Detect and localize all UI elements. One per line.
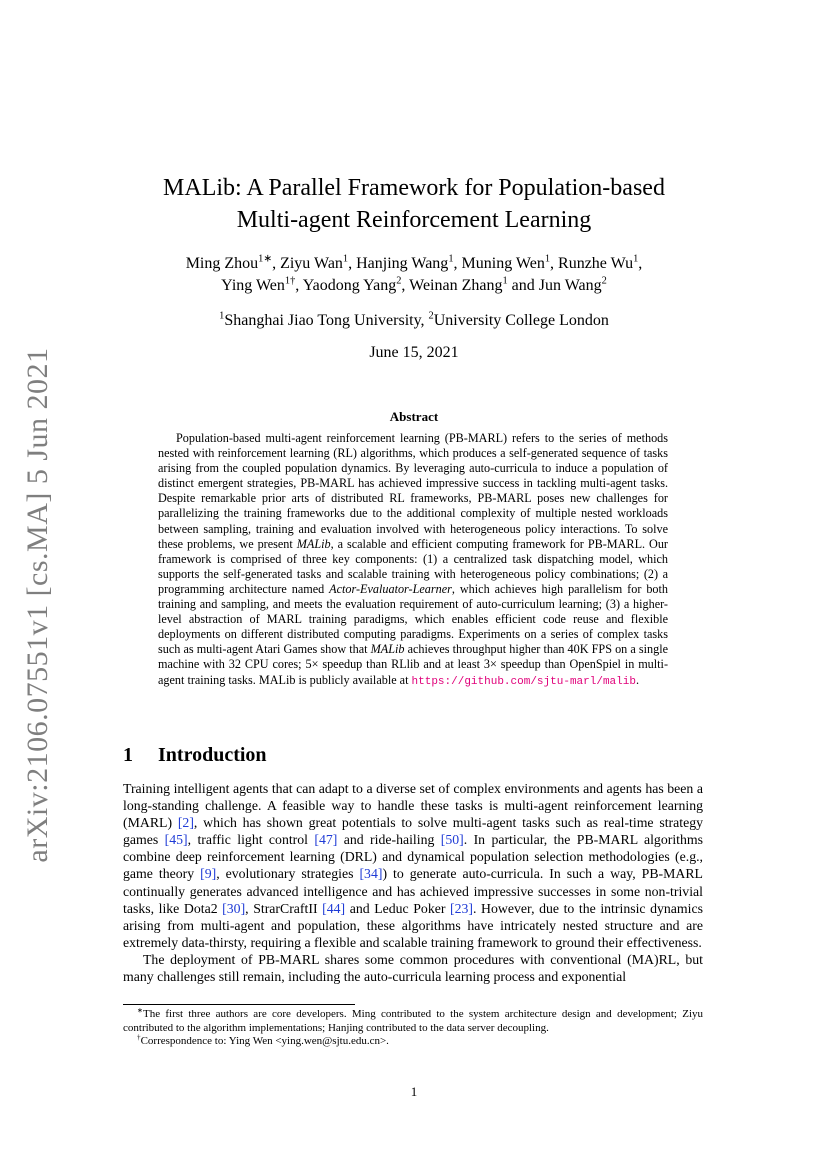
arxiv-identifier — [16, 347, 60, 863]
body-text: . In particular, the PB-MARL algorithms combine deep reinforcement learning (DRL) and dynamical population selection methodologies (e.g., game theory — [123, 832, 703, 882]
citation-link[interactable]: [9] — [200, 866, 217, 882]
abstract-text: . — [635, 672, 639, 687]
introduction-body — [123, 780, 703, 985]
paper-title — [0, 172, 828, 236]
author-sup: 2 — [601, 275, 607, 287]
abstract-body — [158, 431, 668, 690]
section-heading-introduction — [123, 744, 703, 767]
citation-link[interactable]: [23] — [450, 900, 474, 916]
author-name: Ying Wen — [221, 277, 285, 294]
page-number: 1 — [410, 1084, 418, 1099]
citation-link[interactable]: [50] — [440, 832, 464, 848]
author-name: Muning Wen — [461, 255, 545, 272]
affil-sup-1: 1 — [219, 310, 225, 322]
author-sup: 1 — [633, 253, 639, 265]
body-text: . However, due to the intrinsic dynamics arising from multi-agent and population, these algorithms have intricately nested structure and are extremely data-thirsty, requiring a flexible and scalable training framework to ground their effectiveness. — [123, 900, 703, 950]
affiliations — [0, 311, 828, 331]
author-sup: 1† — [284, 275, 296, 287]
affiliation-1: Shanghai Jiao Tong University, — [224, 312, 429, 329]
author-name: Hanjing Wang — [356, 255, 449, 272]
body-text: , which has shown great potentials to solve multi-agent tasks such as real-time strategy games — [123, 815, 704, 848]
author-list — [0, 253, 828, 297]
footnote-2 — [123, 1035, 703, 1049]
section-number: 1 — [123, 744, 133, 766]
paragraph — [123, 780, 703, 951]
footnote-mark: ∗ — [137, 1006, 143, 1015]
citation-link[interactable]: [45] — [164, 832, 188, 848]
abstract-text: achieves throughput higher than 40K FPS on a single machine with 32 CPU cores; 5× speedup than RLlib and at least 3× speedup than OpenSpiel in multi-agent training tasks. MALib is publicly available at — [158, 642, 668, 687]
author-line-1: Ming Zhou$^{1∗}$, Ziyu Wan$^1$, Hanjing Wang$^1$, Muning Wen$^1$, Runzhe Wu$^1$, — [185, 253, 643, 272]
abstract-heading: Abstract — [389, 409, 439, 424]
citation-link[interactable]: [2] — [177, 815, 194, 831]
title-line-1: MALib: A Parallel Framework for Population-based — [163, 175, 665, 201]
body-text: Training intelligent agents that can adapt to a diverse set of complex environments and agents has been a long-standing challenge. A feasible way to handle these tasks is multi-agent reinforcement learning (MARL) — [123, 781, 703, 831]
footnote-1 — [123, 1008, 703, 1035]
footnote-mark: † — [137, 1033, 141, 1042]
citation-link[interactable]: [47] — [314, 832, 338, 848]
github-link[interactable]: https://github.com/sjtu-marl/malib — [411, 675, 636, 688]
abstract-ael-name: Actor-Evaluator-Learner — [329, 581, 452, 596]
author-name: Ziyu Wan — [280, 255, 343, 272]
author-sup: 1 — [448, 253, 454, 265]
author-name: Yaodong Yang — [302, 277, 397, 294]
body-text: , StrarCraftII — [245, 900, 323, 916]
affiliation-2: University College London — [433, 312, 609, 329]
paper-date: June 15, 2021 — [369, 344, 459, 361]
paragraph: The deployment of PB-MARL shares some common procedures with conventional (MA)RL, but many challenges still remain, including the auto-curricula learning process and exponential — [123, 951, 703, 985]
footnote-text: The first three authors are core developers. Ming contributed to the system architecture design and development; Ziyu contributed to the algorithm implementations; Hanjing contributed to the data server decoupling. — [123, 1008, 703, 1034]
abstract-text: , a scalable and efficient computing framework for PB-MARL. Our framework is comprised of three key components: (1) a centralized task dispatching model, which supports the self-generated tasks and scalable training with heterogeneous policy combinations; (2) a programming architecture named — [158, 536, 668, 596]
abstract-text: Population-based multi-agent reinforcement learning (PB-MARL) refers to the series of methods nested with reinforcement learning (RL) algorithms, which produces a self-generated sequence of tasks arising from the coupled population dynamics. By leveraging auto-curricula to induce a population of distinct emergent strategies, PB-MARL has achieved impressive success in tackling multi-agent tasks. Despite remarkable prior arts of distributed RL frameworks, PB-MARL poses new challenges for parallelizing the training frameworks due to the additional complexity of multiple nested workloads between sampling, training and evaluation involved with heterogeneous policy interactions. To solve these problems, we present — [158, 431, 668, 551]
author-sup: 2 — [396, 275, 402, 287]
footnote-rule — [123, 1004, 355, 1005]
title-line-2: Multi-agent Reinforcement Learning — [236, 207, 592, 233]
body-text: and ride-hailing — [337, 832, 441, 848]
author-line-2: Ying Wen$^{1\dagger}$, Yaodong Yang$^2$, Weinan Zhang$^1$ and Jun Wang$^2$ — [221, 275, 607, 294]
author-sup: 1∗ — [258, 253, 273, 265]
author-name: Runzhe Wu — [558, 255, 634, 272]
body-text: , traffic light control — [187, 832, 315, 848]
abstract-text: , which achieves high parallelism for both training and sampling, and meets the evaluation requirement of auto-curriculum learning; (3) a higher-level abstraction of MARL training paradigms, which enables efficient code reuse and flexible deployments on different distributed computing paradigms. Experiments on a series of complex tasks such as multi-agent Atari Games show that — [158, 581, 668, 657]
footnotes — [123, 1008, 703, 1049]
author-name: Weinan Zhang — [409, 277, 503, 294]
affil-sup-2: 2 — [428, 310, 434, 322]
section-title: Introduction — [158, 744, 267, 766]
author-sup: 1 — [342, 253, 349, 265]
citation-link[interactable]: [44] — [322, 900, 346, 916]
author-and: and — [511, 277, 535, 294]
citation-link[interactable]: [34] — [359, 866, 383, 882]
abstract-malib-name: MALib — [370, 642, 405, 657]
body-text: and Leduc Poker — [345, 900, 451, 916]
footnote-text: Correspondence to: Ying Wen <ying.wen@sjtu.edu.cn>. — [140, 1035, 389, 1048]
citation-link[interactable]: [30] — [222, 900, 246, 916]
body-text: , evolutionary strategies — [216, 866, 360, 882]
author-name: Ming Zhou — [185, 255, 259, 272]
abstract-malib-name: MALib — [296, 536, 331, 551]
arxiv-id-text: arXiv:2106.07551v1 [cs.MA] 5 Jun 2021 — [21, 347, 54, 863]
author-name: Jun Wang — [538, 277, 602, 294]
author-sup: 1 — [502, 275, 508, 287]
author-sup: 1 — [544, 253, 551, 265]
body-text: ) to generate auto-curricula. In such a way, PB-MARL continually generates advanced intelligence and has achieved impressive successes in some non-trivial tasks, like Dota2 — [123, 866, 703, 916]
